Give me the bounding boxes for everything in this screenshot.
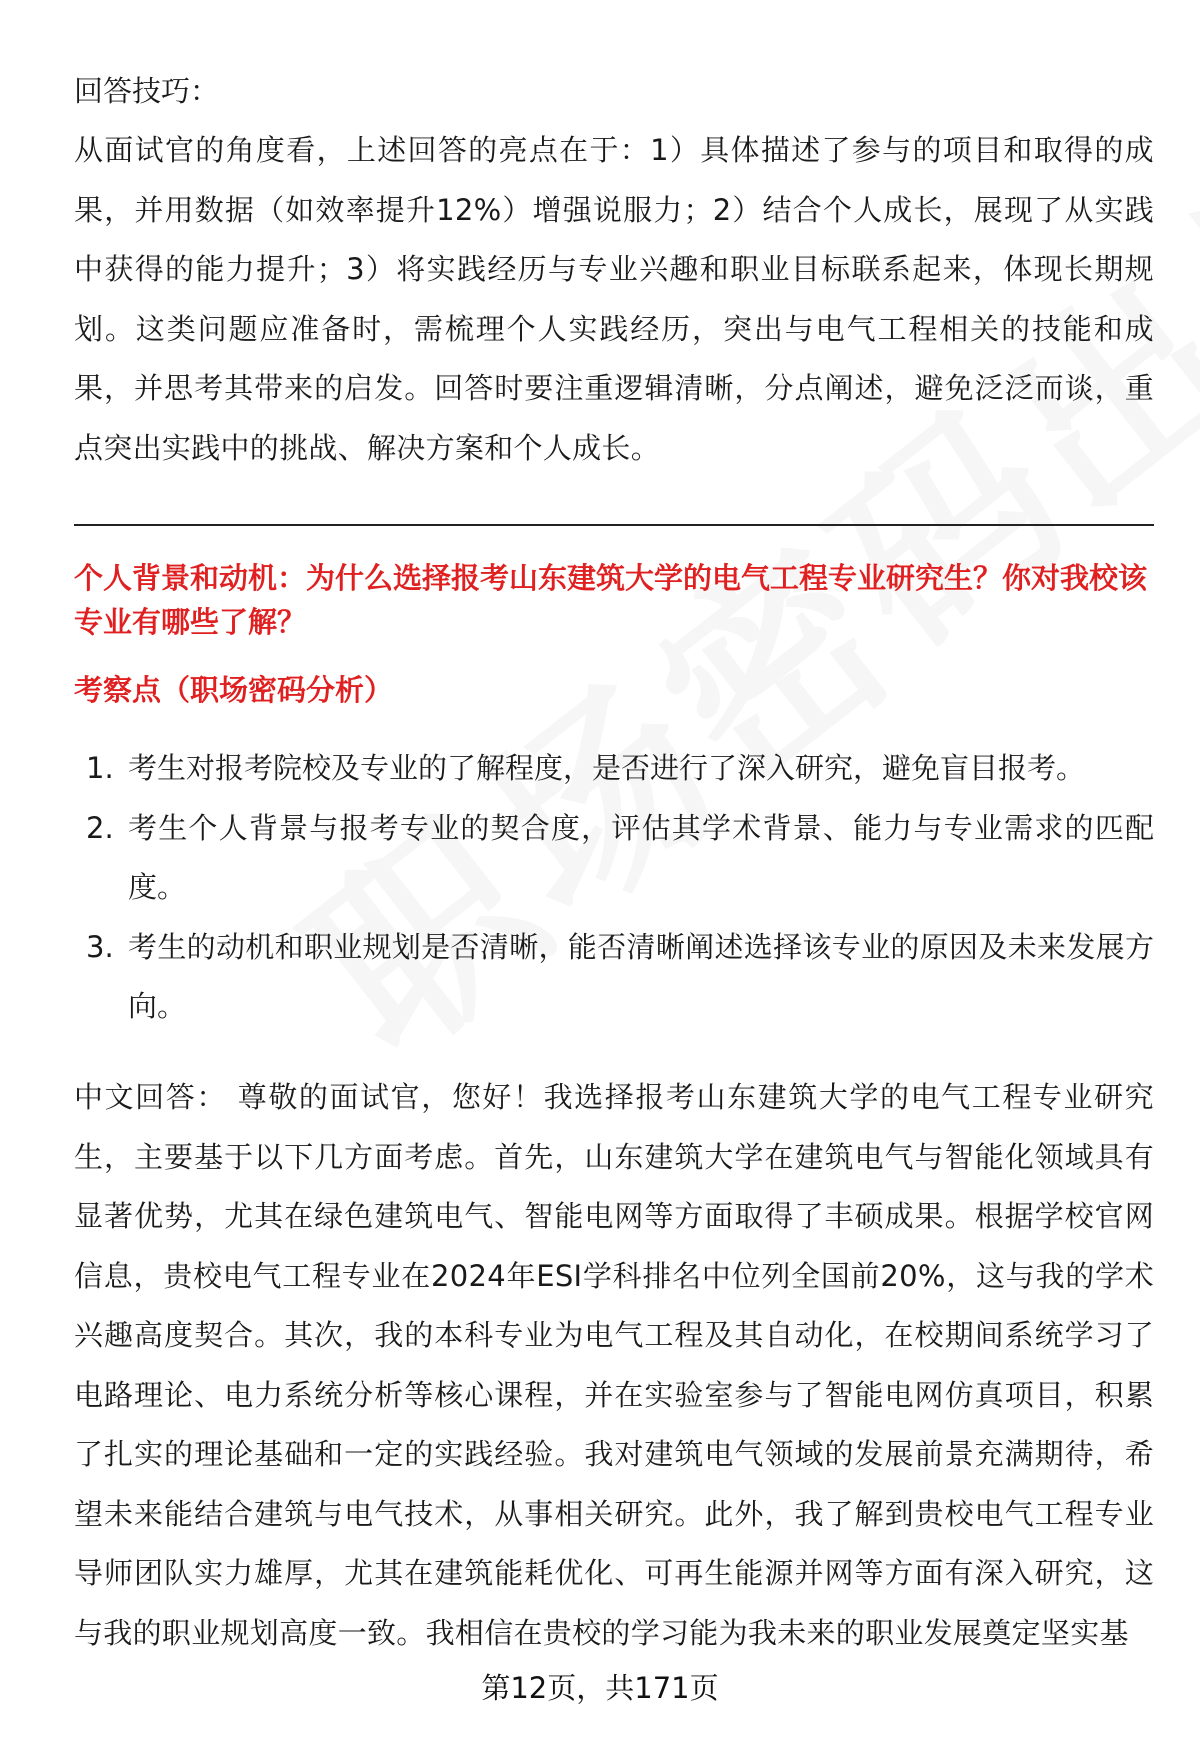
list-item-text: 考生的动机和职业规划是否清晰，能否清晰阐述选择该专业的原因及未来发展方向。 [128,929,1154,1023]
tips-label: 回答技巧： [74,74,220,108]
list-item-number: 3. [86,929,114,964]
list-item-text: 考生个人背景与报考专业的契合度，评估其学术背景、能力与专业需求的匹配度。 [128,810,1154,904]
points-list [74,739,1154,1037]
answer-text: 尊敬的面试官，您好！我选择报考山东建筑大学的电气工程专业研究生，主要基于以下几方面考虑。首先，山东建筑大学在建筑电气与智能化领域具有显著优势，尤其在绿色建筑电气、智能电网等方面取得了丰硕成果。根据学校官网信息，贵校电气工程专业在2024年ESI学科排名中位列全国前20%，这与我的学术兴趣高度契合。其次，我的本科专业为电气工程及其自动化，在校期间系统学习了电路理论、电力系统分析等核心课程，并在实验室参与了智能电网仿真项目，积累了扎实的理论基础和一定的实践经验。我对建筑电气领域的发展前景充满期待，希望未来能结合建筑与电气技术，从事相关研究。此外，我了解到贵校电气工程专业导师团队实力雄厚，尤其在建筑能耗优化、可再生能源并网等方面有深入研究，这与我的职业规划高度一致。我相信在贵校的学习能为我未来的职业发展奠定坚实基 [74,1080,1154,1650]
list-item-number: 1. [86,751,114,785]
list-item-number: 2. [86,810,114,845]
answer-paragraph [74,1068,1154,1663]
page-number: 第12页，共171页 [481,1671,719,1705]
list-item [74,739,1154,799]
question-heading: 个人背景和动机：为什么选择报考山东建筑大学的电气工程专业研究生？你对我校该专业有哪些了解？ [74,561,1148,639]
list-item-text: 考生对报考院校及专业的了解程度，是否进行了深入研究，避免盲目报考。 [128,751,1086,785]
answer-label: 中文回答： [74,1080,227,1114]
list-item [74,918,1154,1037]
section-divider [74,524,1154,526]
list-item [74,799,1154,918]
tips-paragraph: 从面试官的角度看，上述回答的亮点在于：1）具体描述了参与的项目和取得的成果，并用数据（如效率提升12%）增强说服力；2）结合个人成长，展现了从实践中获得的能力提升；3）将实践经历与专业兴趣和职业目标联系起来，体现长期规划。这类问题应准备时，需梳理个人实践经历，突出与电气工程相关的技能和成果，并思考其带来的启发。回答时要注重逻辑清晰，分点阐述，避免泛泛而谈，重点突出实践中的挑战、解决方案和个人成长。 [74,133,1154,465]
points-heading: 考察点（职场密码分析） [74,673,394,707]
